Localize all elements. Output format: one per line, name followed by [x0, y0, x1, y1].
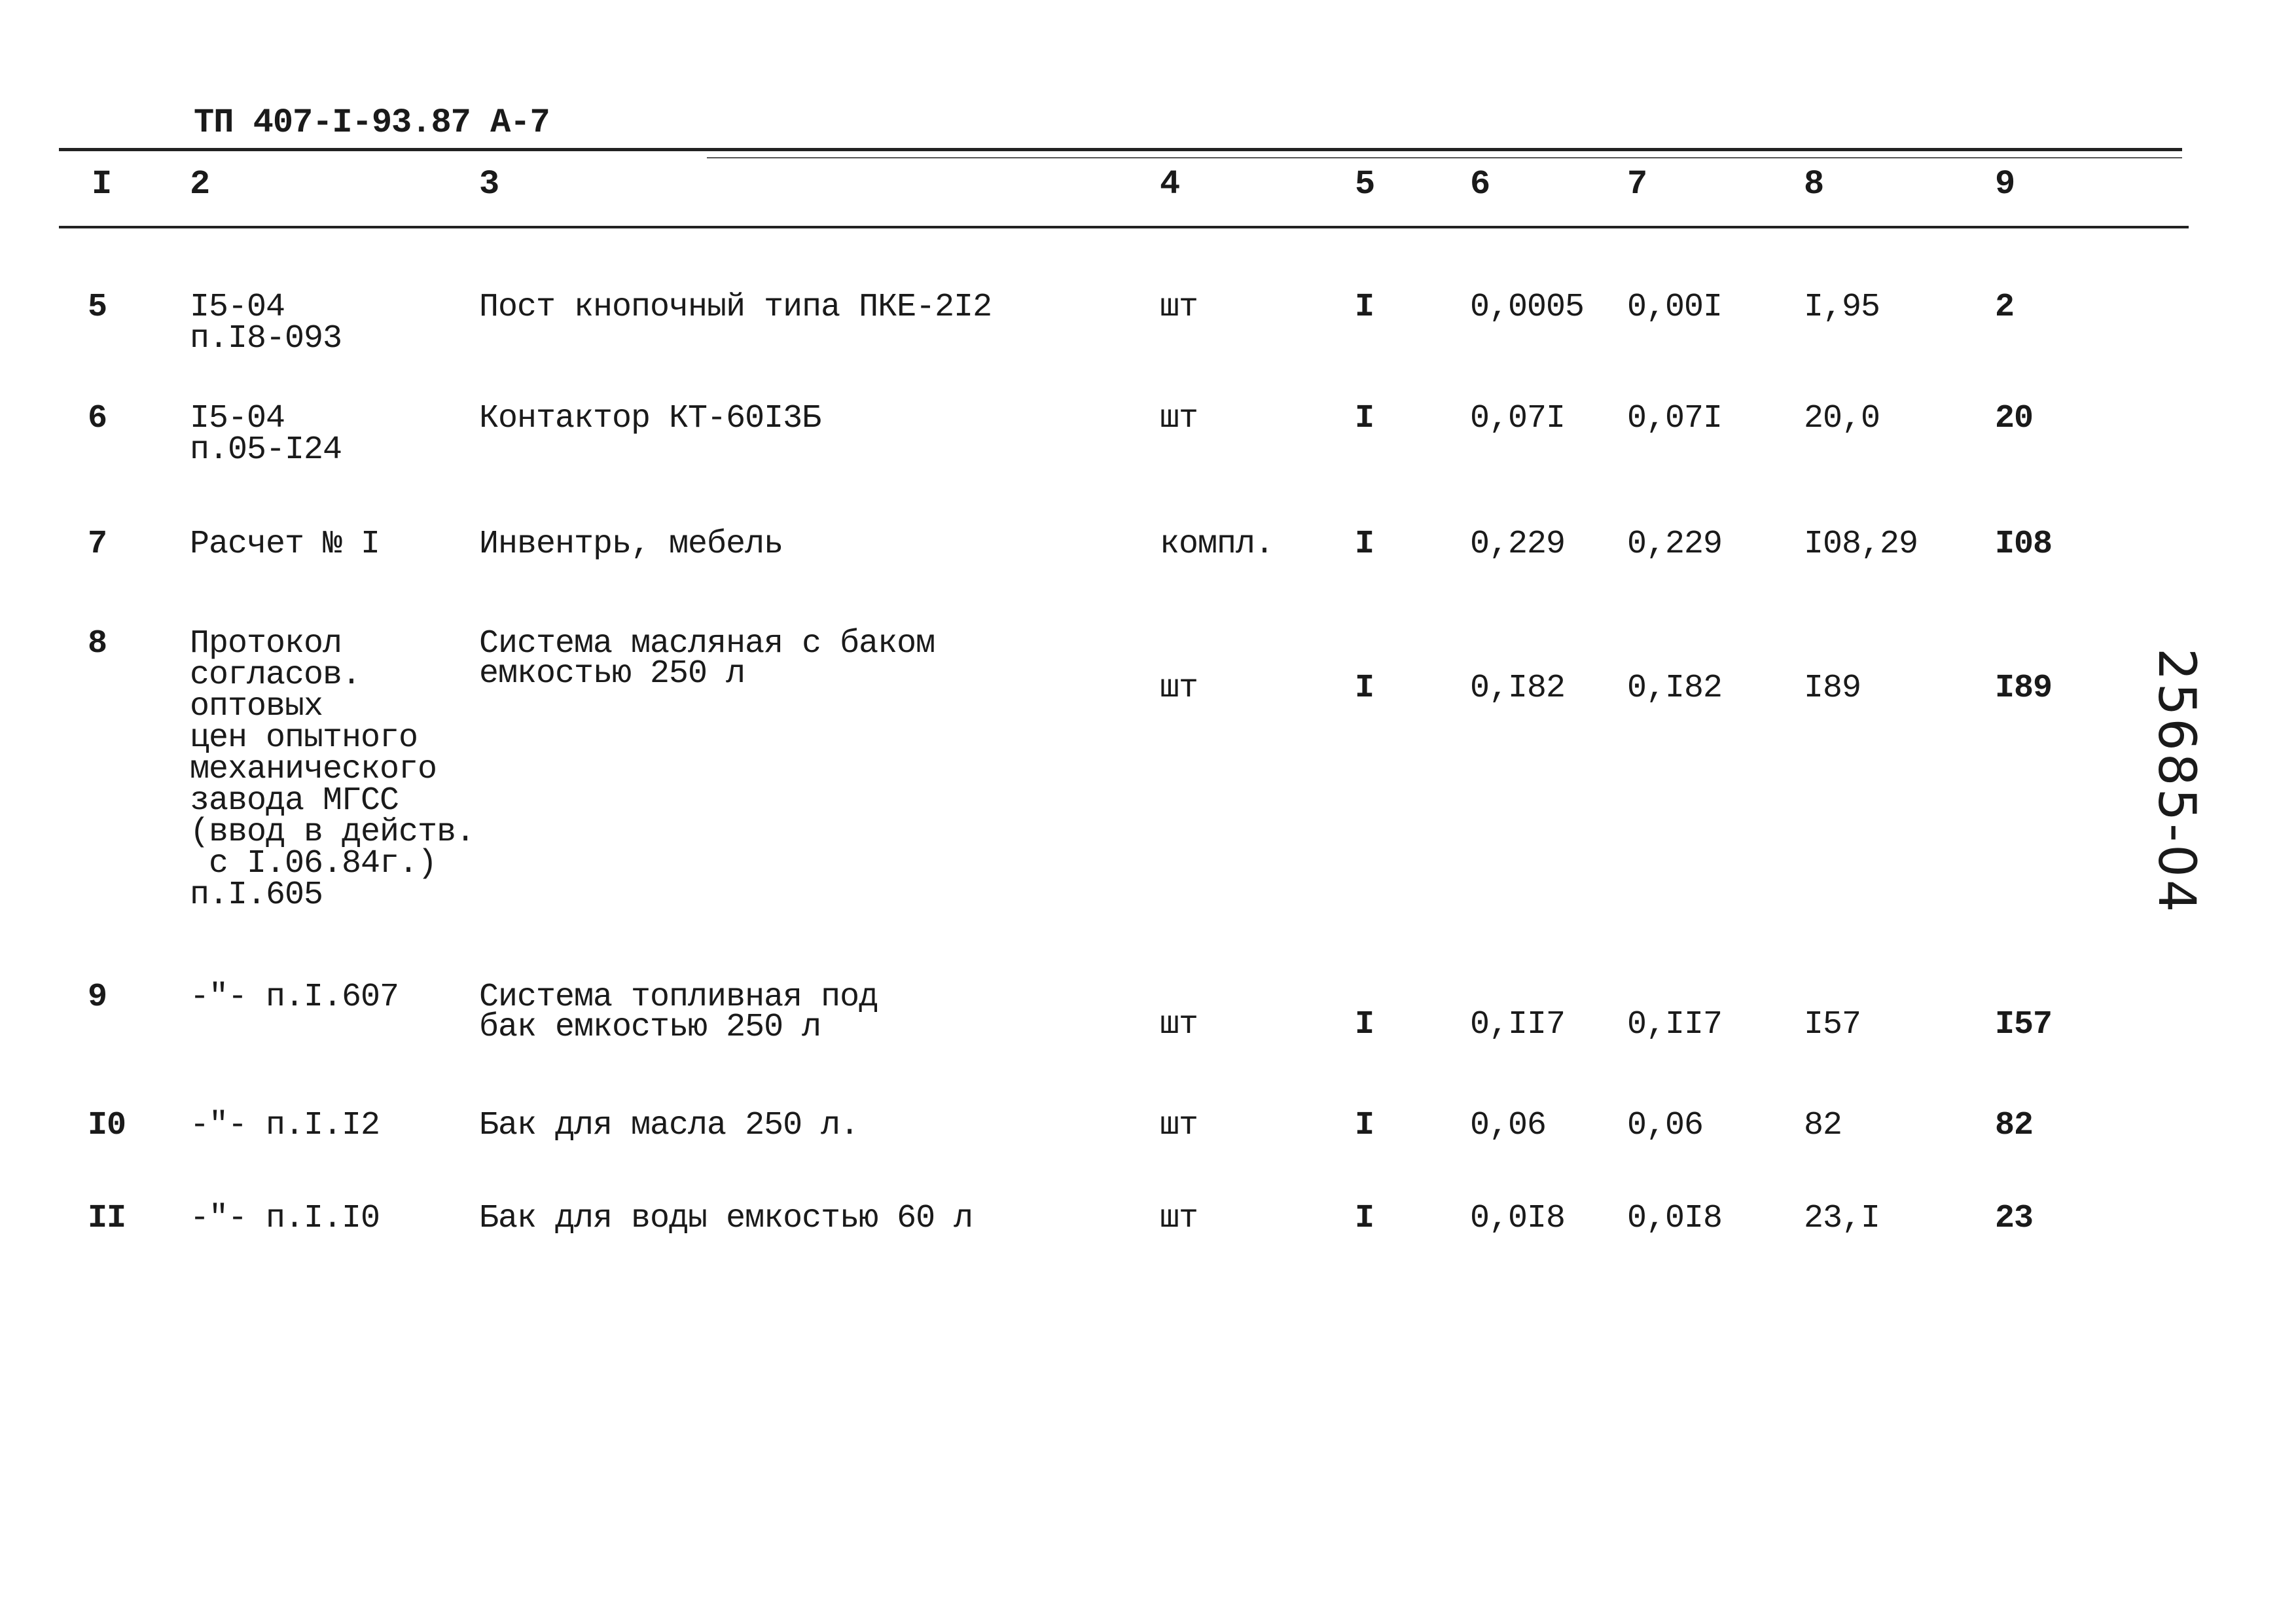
item-name-line: емкостью 250 л — [479, 655, 745, 693]
row-number: 8 — [88, 625, 107, 662]
value-col-9: 23 — [1995, 1200, 2034, 1237]
value-col-6: 0,II7 — [1470, 1006, 1566, 1043]
reference-line: I5-04 — [190, 289, 285, 326]
item-name-line: Контактор КТ-60I3Б — [479, 400, 821, 437]
column-header-6: 6 — [1470, 165, 1491, 204]
quantity-cell: I — [1355, 1200, 1374, 1237]
row-number: 5 — [88, 289, 107, 326]
value-col-6: 0,I82 — [1470, 670, 1566, 707]
unit-cell: шт — [1160, 1200, 1198, 1237]
unit-cell: шт — [1160, 400, 1198, 437]
item-name-line: Пост кнопочный типа ПКЕ-2I2 — [479, 289, 992, 326]
header-bottom-rule — [59, 226, 2189, 228]
column-header-8: 8 — [1804, 165, 1825, 204]
unit-cell: шт — [1160, 289, 1198, 326]
row-number: II — [88, 1200, 126, 1237]
value-col-6: 0,0I8 — [1470, 1200, 1566, 1237]
reference-line: -"- п.I.I2 — [190, 1107, 380, 1144]
value-col-6: 0,0005 — [1470, 289, 1585, 326]
value-col-6: 0,07I — [1470, 400, 1566, 437]
quantity-cell: I — [1355, 526, 1374, 563]
reference-line: с I.06.84г.) — [190, 845, 437, 882]
value-col-8: I57 — [1804, 1006, 1861, 1043]
value-col-8: I08,29 — [1804, 526, 1918, 563]
value-col-7: 0,I82 — [1627, 670, 1723, 707]
reference-line: I5-04 — [190, 400, 285, 437]
quantity-cell: I — [1355, 1006, 1374, 1043]
item-name-line: бак емкостью 250 л — [479, 1009, 821, 1046]
reference-line: -"- п.I.I0 — [190, 1200, 380, 1237]
value-col-9: 2 — [1995, 289, 2015, 326]
value-col-8: 82 — [1804, 1107, 1842, 1144]
quantity-cell: I — [1355, 1107, 1374, 1144]
value-col-9: 20 — [1995, 400, 2034, 437]
value-col-8: I,95 — [1804, 289, 1880, 326]
value-col-8: I89 — [1804, 670, 1861, 707]
reference-line: Расчет № I — [190, 526, 380, 563]
value-col-9: I89 — [1995, 670, 2053, 707]
column-header-3: 3 — [479, 165, 500, 204]
value-col-7: 0,00I — [1627, 289, 1723, 326]
column-header-4: 4 — [1160, 165, 1181, 204]
reference-line: (ввод в действ. — [190, 814, 475, 851]
value-col-9: I57 — [1995, 1006, 2053, 1043]
archive-stamp: 25685-04 — [2147, 648, 2206, 915]
column-header-1: I — [92, 165, 113, 204]
quantity-cell: I — [1355, 400, 1374, 437]
unit-cell: компл. — [1160, 526, 1274, 563]
reference-line: -"- п.I.607 — [190, 979, 399, 1016]
reference-line: п.I.605 — [190, 876, 323, 914]
value-col-6: 0,06 — [1470, 1107, 1547, 1144]
item-name-line: Бак для воды емкостью 60 л — [479, 1200, 973, 1237]
top-rule-thin — [707, 157, 2182, 158]
row-number: 7 — [88, 526, 107, 563]
column-header-2: 2 — [190, 165, 211, 204]
unit-cell: шт — [1160, 670, 1198, 707]
column-header-7: 7 — [1627, 165, 1648, 204]
item-name-line: Бак для масла 250 л. — [479, 1107, 859, 1144]
reference-line: п.I8-093 — [190, 320, 342, 357]
value-col-8: 20,0 — [1804, 400, 1880, 437]
reference-line: завода МГСС — [190, 782, 399, 820]
value-col-9: I08 — [1995, 526, 2053, 563]
value-col-7: 0,0I8 — [1627, 1200, 1723, 1237]
row-number: 9 — [88, 979, 107, 1016]
reference-line: Протокол — [190, 625, 342, 662]
item-name-line: Система масляная с баком — [479, 625, 935, 662]
value-col-9: 82 — [1995, 1107, 2034, 1144]
quantity-cell: I — [1355, 670, 1374, 707]
row-number: 6 — [88, 400, 107, 437]
unit-cell: шт — [1160, 1107, 1198, 1144]
value-col-7: 0,06 — [1627, 1107, 1704, 1144]
document-code: ТП 407-I-93.87 А-7 — [194, 103, 550, 142]
top-rule — [59, 148, 2182, 151]
value-col-7: 0,07I — [1627, 400, 1723, 437]
reference-line: оптовых — [190, 688, 323, 725]
column-header-9: 9 — [1995, 165, 2016, 204]
reference-line: цен опытного — [190, 719, 418, 757]
value-col-6: 0,229 — [1470, 526, 1566, 563]
value-col-7: 0,II7 — [1627, 1006, 1723, 1043]
reference-line: механического — [190, 751, 437, 788]
reference-line: согласов. — [190, 657, 361, 694]
value-col-7: 0,229 — [1627, 526, 1723, 563]
column-header-5: 5 — [1355, 165, 1376, 204]
reference-line: п.05-I24 — [190, 431, 342, 469]
row-number: I0 — [88, 1107, 126, 1144]
quantity-cell: I — [1355, 289, 1374, 326]
item-name-line: Система топливная под — [479, 979, 878, 1016]
value-col-8: 23,I — [1804, 1200, 1880, 1237]
item-name-line: Инвентрь, мебель — [479, 526, 783, 563]
unit-cell: шт — [1160, 1006, 1198, 1043]
